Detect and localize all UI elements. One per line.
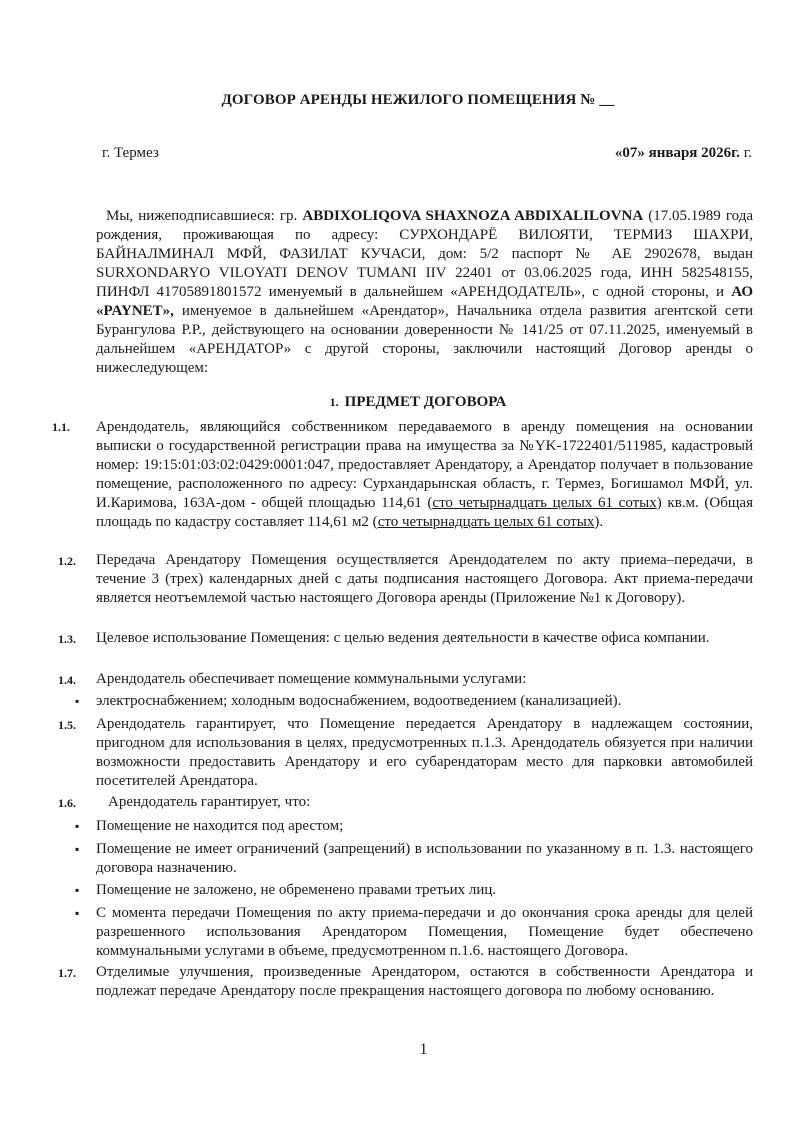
section-1-title: ПРЕДМЕТ ДОГОВОРА [344, 394, 507, 410]
clause-1-6: Арендодатель гарантирует, что: [108, 794, 311, 810]
clause-1-1-text-c: ). [594, 514, 604, 530]
intro-text-2: (17.05.1989 года рождения, проживающая по адресу: СУРХОНДАРЁ ВИЛОЯТИ, ТЕРМИЗ ШАХРИ, БАЙНАЛМИНАЛ МФЙ, ФАЗИЛАТ КУЧАСИ, дом: 5/2 паспорт № AE 2902678, выдан SURXONDARYO VILOYATI DENOV TUMANI IIV 22401 от 03.06.2025 года, ИНН 582548155, ПИНФЛ 41705891801572 именуемый в дальнейшем «АРЕНДОДАТЕЛЬ», с одной стороны, и [96, 208, 753, 300]
contract-date [615, 145, 752, 162]
contract-city: г. Термез [102, 145, 159, 161]
clause-1-7: Отделимые улучшения, произведенные Арендатором, остаются в собственности Арендатора и подлежат передаче Арендатору после прекращения настоящего договора по любому основанию. [96, 964, 753, 999]
bullet-no-arrest: Помещение не находится под арестом; [96, 818, 344, 834]
bullet-marker: ▪ [75, 906, 80, 920]
bullet-marker: ▪ [75, 694, 80, 708]
clause-1-1-area-words-2: сто четырнадцать целых 61 сотых [377, 514, 595, 530]
bullet-utilities: электроснабжением; холодным водоснабжением, водоотведением (канализацией). [96, 693, 622, 709]
lessee-company: АО «PAYNET», [96, 284, 753, 319]
lessor-name: ABDIXOLIQOVA SHAXNOZA ABDIXALILOVNA [302, 208, 644, 224]
clause-number-1-2: 1.2. [58, 554, 76, 568]
clause-1-1-text-a: Арендодатель, являющийся собственником передаваемого в аренду помещения на основании выписки о государственной регистрации права на имущества за №YK-1722401/511985, кадастровый номер: 19:15:01:03:02:0429:0001:047, предоставляет Арендатору, а Арендатор получает в пользование помещение, расположенного по адресу: Сурхандарынская область, г. Термез, Богишамол МФЙ, ул. И.Каримова, 163А-дом - общей площадью 114,61 ( [96, 419, 753, 511]
clause-1-5: Арендодатель гарантирует, что Помещение передается Арендатору в надлежащем состоянии, пригодном для использования в целях, предусмотренных п.1.3. Арендодатель обязуется при наличии возможности предоставить Арендатору и его субарендаторам место для парковки автомобилей посетителей Арендатора. [96, 716, 753, 789]
clause-number-1-4: 1.4. [58, 673, 76, 687]
clause-1-4: Арендодатель обеспечивает помещение коммунальными услугами: [96, 671, 527, 687]
bullet-utilities-guarantee: С момента передачи Помещения по акту приема-передачи и до окончания срока аренды для целей разрешенного использования Арендатором Помещения, Помещение будет обеспечено коммунальными услугами в объеме, предусмотренном п.1.6. настоящего Договора. [96, 905, 753, 959]
clause-1-2: Передача Арендатору Помещения осуществляется Арендодателем по акту приема–передачи, в течение 3 (трех) календарных дней с даты подписания настоящего Договора. Акт приема-передачи является неотъемлемой частью настоящего Договора аренды (Приложение №1 к Договору). [96, 552, 753, 606]
bullet-marker: ▪ [75, 842, 80, 856]
clause-1-1 [96, 418, 753, 532]
clause-number-1-5: 1.5. [58, 718, 76, 732]
section-1-number: 1. [329, 395, 339, 409]
contract-date-suffix: г. [740, 145, 752, 161]
page-number: 1 [419, 1041, 428, 1058]
intro-text-1: Мы, нижеподписавшиеся: гр. [106, 208, 303, 224]
clause-1-1-text-b: ) кв.м. (Общая площадь по кадастру составляет 114,61 м2 ( [96, 495, 753, 530]
bullet-no-encumbrance: Помещение не заложено, не обременено правами третьих лиц. [96, 882, 497, 898]
clause-number-1-7: 1.7. [58, 966, 76, 980]
bullet-marker: ▪ [75, 883, 80, 897]
clause-1-1-area-words-1: сто четырнадцать целых 61 сотых [432, 495, 657, 511]
bullet-no-restrictions: Помещение не имеет ограничений (запрещений) в использовании по указанному в п. 1.3. настоящего договора назначению. [96, 841, 753, 876]
bullet-marker: ▪ [75, 819, 80, 833]
intro-text-3: именуемое в дальнейшем «Арендатор», Начальника отдела развития агентской сети Бурангулова Р.Р., действующего на основании доверенности № 141/25 от 07.11.2025, именуемый в дальнейшем «АРЕНДАТОР» с другой стороны, заключили настоящий Договор аренды о нижеследующем: [96, 303, 753, 376]
clause-number-1-6: 1.6. [58, 796, 76, 810]
clause-number-1-1: 1.1. [52, 420, 70, 434]
contract-date-bold: «07» января 2026г. [614, 145, 741, 161]
section-1-heading [0, 394, 800, 411]
clause-number-1-3: 1.3. [58, 632, 76, 646]
document-title: ДОГОВОР АРЕНДЫ НЕЖИЛОГО ПОМЕЩЕНИЯ № __ [221, 92, 615, 108]
clause-1-3: Целевое использование Помещения: с целью ведения деятельности в качестве офиса компании. [96, 630, 710, 646]
intro-paragraph [96, 207, 753, 378]
